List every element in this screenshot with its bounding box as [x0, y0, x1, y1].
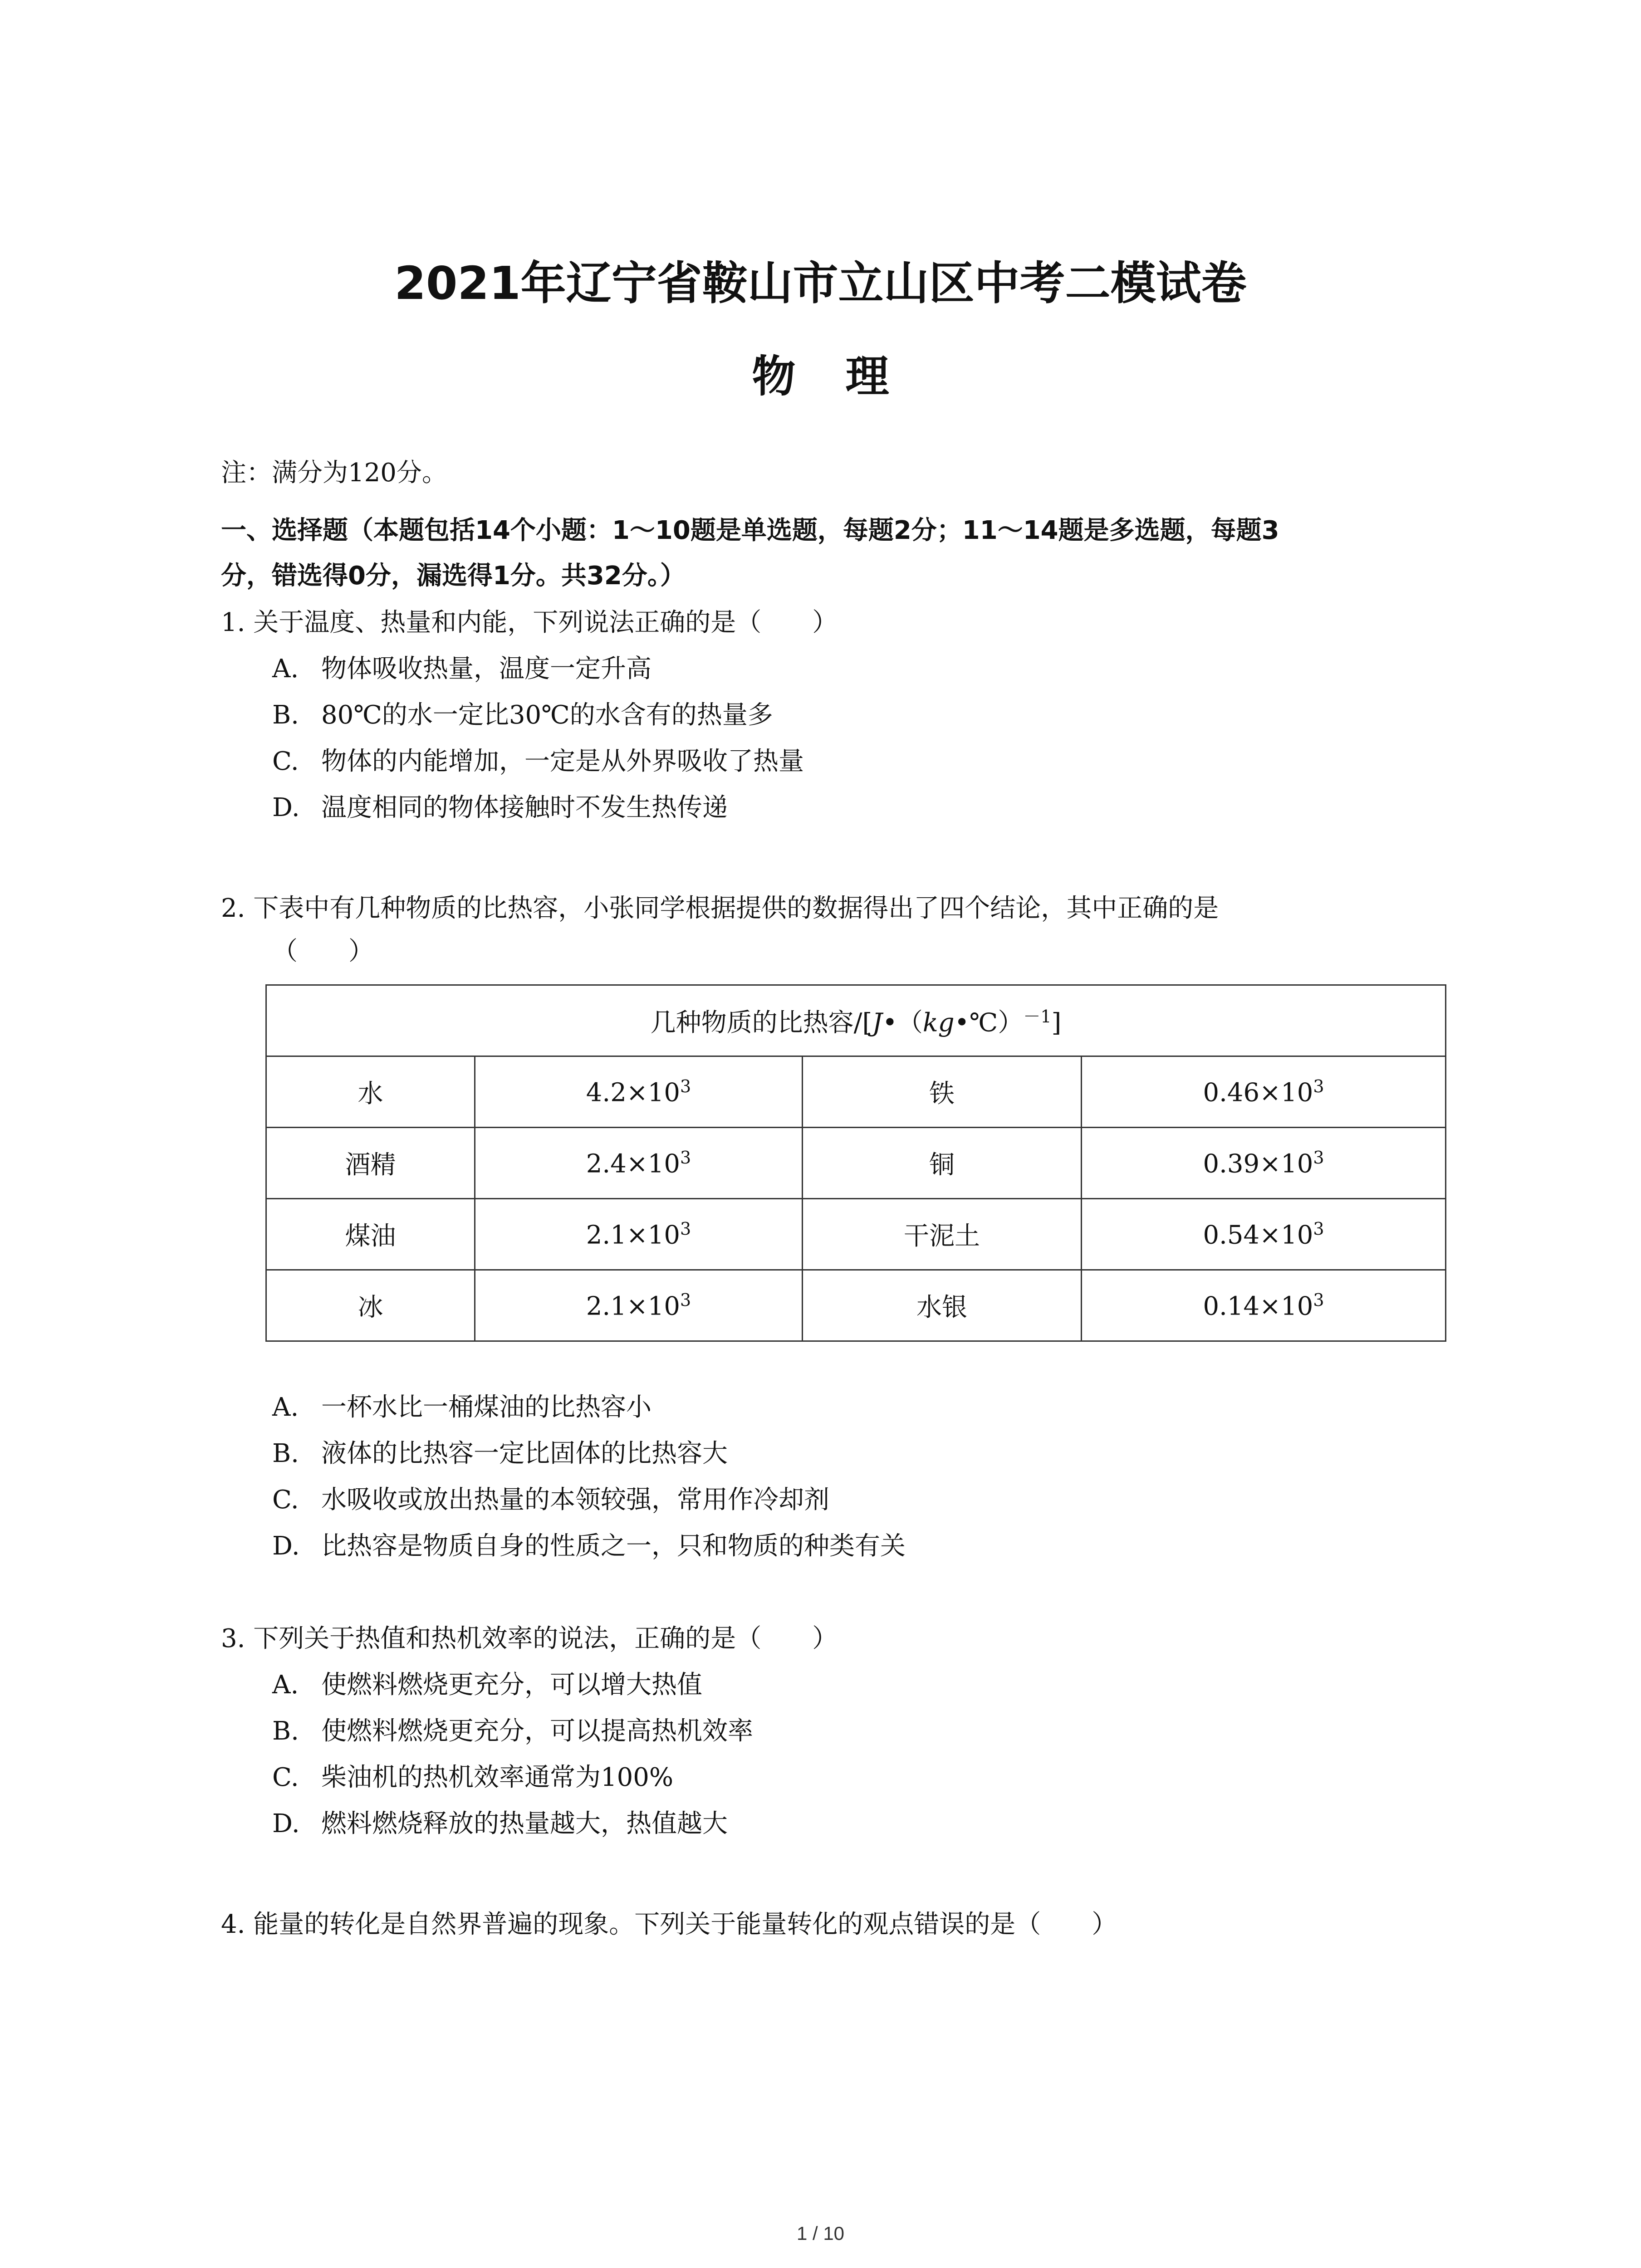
option-letter: B.	[272, 1716, 299, 1746]
score-note: 注：满分为120分。	[221, 458, 447, 488]
question-2-option-b	[272, 1437, 728, 1471]
option-text: 一杯水比一桶煤油的比热容小	[321, 1393, 652, 1422]
material-cell: 铁	[803, 1056, 1082, 1128]
option-text: 使燃料燃烧更充分，可以增大热值	[321, 1670, 702, 1700]
question-3-option-b	[272, 1714, 753, 1749]
option-text: 燃料燃烧释放的热量越大，热值越大	[321, 1809, 728, 1838]
option-text: 液体的比热容一定比固体的比热容大	[321, 1439, 728, 1468]
option-letter: B.	[272, 700, 299, 730]
question-4-stem: 4. 能量的转化是自然界普遍的现象。下列关于能量转化的观点错误的是（ ）	[221, 1910, 1117, 1939]
material-cell: 煤油	[266, 1199, 475, 1270]
value-cell: $2.4\times 10^3$	[475, 1128, 803, 1199]
question-1-stem: 1. 关于温度、热量和内能，下列说法正确的是（ ）	[221, 608, 838, 637]
value-cell: $0.39\times 10^3$	[1082, 1128, 1446, 1199]
section-heading-line-1: 一、选择题（本题包括14个小题：1～10题是单选题，每题2分；11～14题是多选题，每题3	[221, 516, 1279, 545]
value-cell: $4.2\times 10^3$	[475, 1056, 803, 1128]
table-row	[266, 1056, 1446, 1128]
page-number: 1 / 10	[796, 2223, 845, 2244]
question-2-option-c	[272, 1483, 829, 1517]
table-row	[266, 1199, 1446, 1270]
table-row	[266, 1270, 1446, 1341]
option-text: 80℃的水一定比30℃的水含有的热量多	[321, 700, 773, 730]
section-heading	[221, 508, 1446, 599]
option-text: 水吸收或放出热量的本领较强，常用作冷却剂	[321, 1485, 829, 1515]
question-2-option-a	[272, 1390, 652, 1425]
question-3-stem: 3. 下列关于热值和热机效率的说法，正确的是（ ）	[221, 1624, 838, 1653]
option-letter: D.	[272, 1809, 300, 1838]
subject-title: 物理	[752, 351, 939, 402]
question-1-option-c	[272, 744, 804, 779]
table-row	[266, 1128, 1446, 1199]
specific-heat-table	[265, 984, 1446, 1342]
option-letter: C.	[272, 1763, 299, 1792]
option-text: 比热容是物质自身的性质之一，只和物质的种类有关	[321, 1531, 906, 1561]
option-letter: A.	[272, 1393, 299, 1422]
question-2-option-d	[272, 1529, 906, 1564]
option-text: 物体吸收热量，温度一定升高	[321, 654, 652, 684]
table-caption: 几种物质的比热容/[J•（kg•℃）$^{-1}$]	[266, 985, 1446, 1056]
question-3-option-a	[272, 1668, 702, 1702]
question-3-option-d	[272, 1807, 728, 1841]
material-cell: 干泥土	[803, 1199, 1082, 1270]
exam-title: 2021年辽宁省鞍山市立山区中考二模试卷	[394, 257, 1247, 310]
option-letter: C.	[272, 1485, 299, 1515]
option-text: 柴油机的热机效率通常为100%	[321, 1763, 674, 1792]
option-text: 使燃料燃烧更充分，可以提高热机效率	[321, 1716, 753, 1746]
option-text: 温度相同的物体接触时不发生热传递	[321, 793, 728, 822]
material-cell: 酒精	[266, 1128, 475, 1199]
value-cell: $0.14\times 10^3$	[1082, 1270, 1446, 1341]
option-letter: D.	[272, 1531, 300, 1561]
question-2-stem: 2. 下表中有几种物质的比热容，小张同学根据提供的数据得出了四个结论，其中正确的是	[221, 894, 1219, 923]
question-3-option-c	[272, 1760, 673, 1795]
option-text: 物体的内能增加，一定是从外界吸收了热量	[321, 747, 804, 776]
material-cell: 冰	[266, 1270, 475, 1341]
value-cell: $2.1\times 10^3$	[475, 1270, 803, 1341]
question-1-option-a	[272, 652, 652, 686]
question-1-option-d	[272, 791, 728, 825]
material-cell: 水银	[803, 1270, 1082, 1341]
material-cell: 水	[266, 1056, 475, 1128]
material-cell: 铜	[803, 1128, 1082, 1199]
value-cell: $2.1\times 10^3$	[475, 1199, 803, 1270]
question-2-answer-paren: （ ）	[272, 937, 374, 966]
value-cell: $0.54\times 10^3$	[1082, 1199, 1446, 1270]
option-letter: D.	[272, 793, 300, 822]
option-letter: A.	[272, 1670, 299, 1700]
option-letter: B.	[272, 1439, 299, 1468]
value-cell: $0.46\times 10^3$	[1082, 1056, 1446, 1128]
option-letter: A.	[272, 654, 299, 684]
table-caption-row	[266, 985, 1446, 1056]
section-heading-line-2: 分，错选得0分，漏选得1分。共32分。）	[221, 561, 686, 591]
option-letter: C.	[272, 747, 299, 776]
question-1-option-b	[272, 698, 773, 733]
